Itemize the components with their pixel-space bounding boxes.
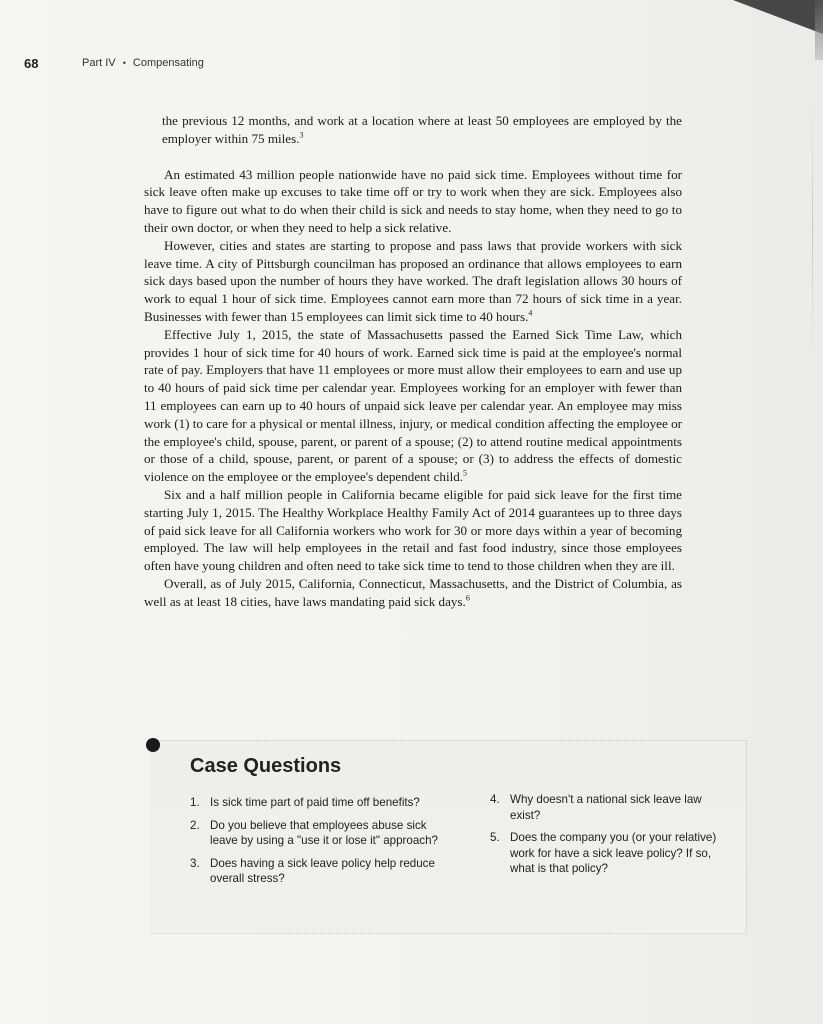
question-text: Is sick time part of paid time off benefits? (210, 796, 420, 809)
question-number: 4. (490, 793, 500, 806)
paragraph-5: Six and a half million people in California became eligible for paid sick leave for the first time starting July 1, 2015. The Healthy Workplace Healthy Family Act of 2014 guarantees up to three days of paid sick leave for all California workers who work for 30 or more days within a year of becoming employed. The law will help employees in the retail and fast food industry, since those employees often have young children and often need to take sick time to tend to those children when they are ill. (144, 486, 682, 574)
case-questions-marker-icon (146, 738, 160, 752)
paragraph-1-text: the previous 12 months, and work at a location where at least 50 employees are employed by the employer within 75 miles. (162, 113, 682, 146)
question-text: Does the company you (or your relative) work for have a sick leave policy? If so, what is that policy? (510, 831, 717, 875)
case-question (190, 818, 452, 849)
paragraph-6 (144, 575, 682, 611)
case-questions-left-list (190, 795, 452, 894)
running-head (82, 57, 204, 69)
case-questions-title: Case Questions (190, 755, 342, 777)
question-number: 1. (190, 796, 200, 809)
page-number: 68 (24, 56, 39, 71)
footnote-ref-5: 5 (463, 468, 468, 478)
scan-edge-line (812, 100, 813, 360)
scan-corner-edge (815, 0, 823, 60)
running-header (24, 56, 783, 76)
case-question (190, 795, 452, 811)
paragraph-3-text: However, cities and states are starting to propose and pass laws that provide workers with sick leave time. A city of Pittsburgh councilman has proposed an ordinance that allows employees to earn sick days based upon the number of hours they have worked. The draft legislation allows 30 hours of work to equal 1 hour of sick time. Employees cannot earn more than 72 hours of sick time in a year. Businesses with fewer than 15 employees can limit sick time to 40 hours. (144, 237, 682, 324)
paragraph-6-text: Overall, as of July 2015, California, Connecticut, Massachusetts, and the District of Columbia, as well as at least 18 cities, have laws mandating paid sick days. (144, 575, 682, 609)
body-text (144, 112, 682, 611)
footnote-ref-3: 3 (299, 130, 304, 140)
paragraph-1 (144, 112, 682, 148)
question-number: 3. (190, 856, 200, 870)
case-question (490, 830, 730, 877)
question-text: Why doesn't a national sick leave law exist? (510, 793, 702, 822)
footnote-ref-4: 4 (528, 308, 533, 318)
footnote-ref-6: 6 (465, 593, 470, 603)
bullet-separator: • (122, 58, 126, 68)
question-number: 5. (490, 831, 500, 844)
paragraph-3 (144, 237, 682, 326)
case-question (490, 792, 730, 823)
section-label: Compensating (132, 57, 204, 69)
paragraph-4-text: Effective July 1, 2015, the state of Massachusetts passed the Earned Sick Time Law, which provides 1 hour of sick time for 40 hours of work. Earned sick time is paid at the employee's normal rate of pay. Employers that have 11 employees or more must allow their employees to earn and use up to 40 hours of paid sick time per calendar year. Employees working for an employer with fewer than 11 employees can earn up to 40 hours of unpaid sick leave per calendar year. An employee may miss work (1) to care for a physical or mental illness, injury, or medical condition affecting the employee or the employee's child, spouse, parent, or parent of a spouse; (2) to attend routine medical appointments or those of a child, spouse, parent, or parent of a spouse; or (3) to address the effects of domestic violence on the employee or the employee's dependent child. (144, 326, 682, 485)
case-questions-right-list (490, 792, 730, 884)
scan-corner-fold (733, 0, 823, 34)
question-text: Does having a sick leave policy help reduce overall stress? (210, 856, 435, 885)
paragraph-2: An estimated 43 million people nationwide have no paid sick time. Employees without time for sick leave often make up excuses to take time off or try to work when they are sick. Employees also have to figure out what to do when their child is sick and needs to stay home, when they need to go to their own doctor, or when they need to help a sick relative. (144, 166, 682, 235)
case-question (190, 856, 452, 887)
question-text: Do you believe that employees abuse sick leave by using a "use it or lose it" approach? (210, 818, 439, 847)
paragraph-4 (144, 326, 682, 486)
part-label: Part IV (82, 57, 116, 69)
question-number: 2. (190, 818, 200, 832)
